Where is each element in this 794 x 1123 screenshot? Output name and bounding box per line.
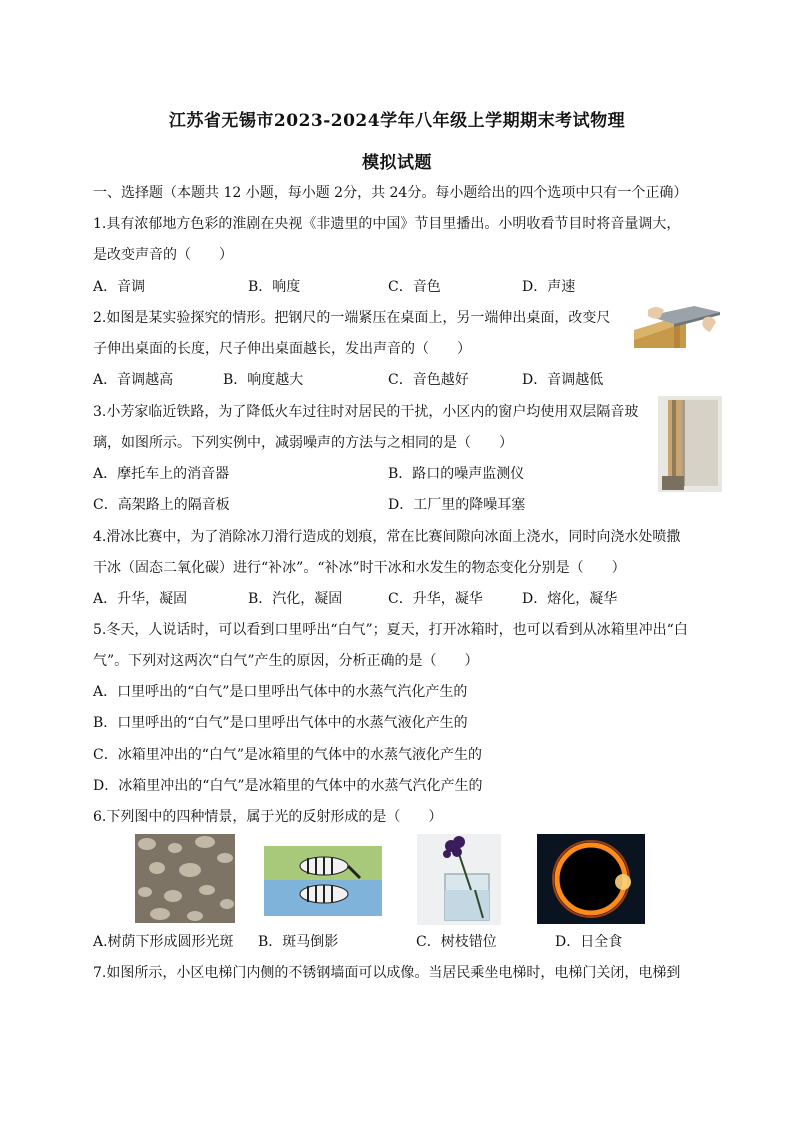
option-a: A．摩托车上的消音器: [93, 466, 230, 482]
option-a: A．音调越高: [93, 372, 174, 388]
document-subtitle: 模拟试题: [362, 153, 432, 173]
option-b: B．口里呼出的“白气”是口里呼出气体中的水蒸气液化产生的: [93, 715, 468, 731]
zebra-reflection-figure: [264, 846, 382, 916]
option-b: B．响度越大: [223, 372, 304, 388]
question-text: 子伸出桌面的长度，尺子伸出桌面越长，发出声音的（ ）: [93, 341, 471, 357]
option-d: D．音调越低: [522, 372, 604, 388]
option-c: C．音色: [388, 279, 441, 295]
option-b: B．路口的噪声监测仪: [388, 466, 525, 482]
option-c: C．音色越好: [388, 372, 469, 388]
option-a: A．升华，凝固: [93, 591, 188, 607]
question-text: 6.下列图中的四种情景，属于光的反射形成的是（ ）: [93, 809, 443, 825]
ruler-on-desk-figure: [634, 300, 722, 348]
option-d: D．熔化，凝华: [522, 591, 618, 607]
option-b: B．响度: [248, 279, 301, 295]
section-heading: 一、选择题（本题共 12 小题，每小题 2分，共 24分。每小题给出的四个选项中只有一个正确）: [93, 185, 688, 201]
option-b: B．斑马倒影: [258, 934, 339, 950]
question-text: 3.小芳家临近铁路，为了降低火车过往时对居民的干扰，小区内的窗户均使用双层隔音玻: [93, 404, 639, 420]
tree-shade-light-spots-figure: [135, 834, 235, 923]
option-a: A.树荫下形成圆形光斑: [93, 934, 234, 950]
option-b: B．汽化，凝固: [248, 591, 343, 607]
question-text: 干冰（固态二氧化碳）进行“补冰”。“补冰”时干冰和水发生的物态变化分别是（ ）: [93, 560, 626, 576]
document-title: 江苏省无锡市2023-2024学年八年级上学期期末考试物理: [168, 111, 626, 131]
option-a: A．音调: [93, 279, 146, 295]
option-a: A．口里呼出的“白气”是口里呼出气体中的水蒸气汽化产生的: [93, 684, 468, 700]
question-text: 7.如图所示，小区电梯门内侧的不锈钢墙面可以成像。当居民乘坐电梯时，电梯门关闭，电梯到: [93, 965, 681, 981]
option-c: C．树枝错位: [416, 934, 497, 950]
option-c: C．升华，凝华: [388, 591, 483, 607]
option-d: D．日全食: [555, 934, 623, 950]
branch-in-water-glass-figure: [417, 834, 501, 925]
question-text: 5.冬天，人说话时，可以看到口里呼出“白气”；夏天，打开冰箱时，也可以看到从冰箱里冲出“白: [93, 622, 688, 638]
question-text: 4.滑冰比赛中，为了消除冰刀滑行造成的划痕，常在比赛间隙向冰面上浇水，同时向浇水处喷撒: [93, 529, 681, 545]
option-c: C．高架路上的隔音板: [93, 497, 230, 513]
option-d: D．工厂里的降噪耳塞: [388, 497, 526, 513]
question-text: 1.具有浓郁地方色彩的淮剧在央视《非遗里的中国》节目里播出。小明收看节目时将音量调大，: [93, 216, 681, 232]
option-c: C．冰箱里冲出的“白气”是冰箱里的气体中的水蒸气液化产生的: [93, 747, 483, 763]
total-solar-eclipse-figure: [537, 834, 645, 924]
question-text: 2.如图是某实验探究的情形。把钢尺的一端紧压在桌面上，另一端伸出桌面，改变尺: [93, 310, 611, 326]
question-text: 是改变声音的（ ）: [93, 247, 233, 263]
option-d: D．声速: [522, 279, 576, 295]
option-d: D．冰箱里冲出的“白气”是冰箱里的气体中的水蒸气汽化产生的: [93, 778, 483, 794]
question-text: 气”。下列对这两次“白气”产生的原因，分析正确的是（ ）: [93, 653, 479, 669]
question-text: 璃，如图所示。下列实例中，减弱噪声的方法与之相同的是（ ）: [93, 435, 513, 451]
double-glazed-window-figure: [658, 396, 722, 492]
